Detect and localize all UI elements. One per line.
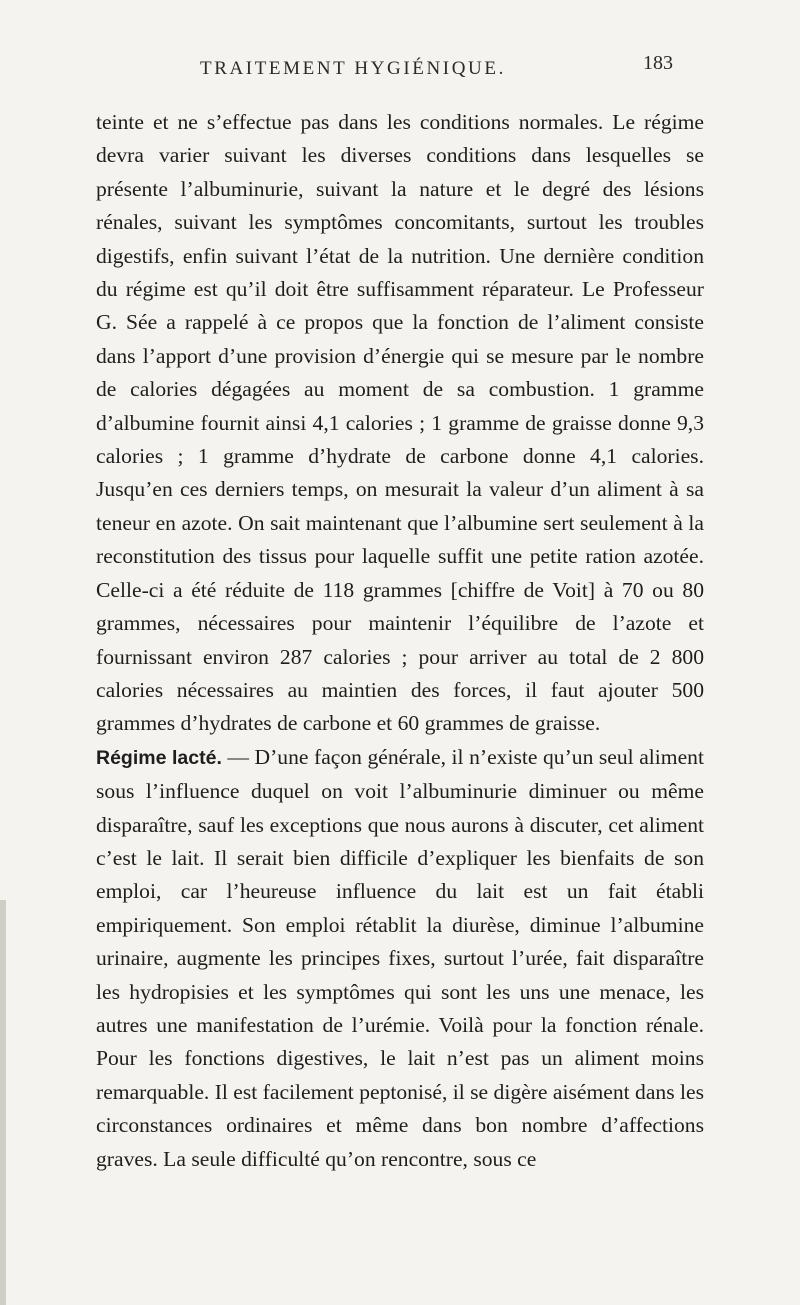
paragraph-text: teinte et ne s’effectue pas dans les conditions normales. Le régime devra varier suivant les diverses conditions dans lesquelles se présente l’albuminurie, suivant la nature et le degré des lésions rénales, suivant les symptômes concomitants, surtout les troubles digestifs, enfin suivant l’état de la nutrition. Une dernière condition du régime est qu’il doit être suffisamment réparateur. Le Professeur G. Sée a rappelé à ce propos que la fonction de l’aliment consiste dans l’apport d’une provision d’énergie qui se mesure par le nombre de calories dégagées au moment de sa combustion. 1 gramme d’albumine fournit ainsi 4,1 calories ; 1 gramme de graisse donne 9,3 calories ; 1 gramme d’hydrate de carbone donne 4,1 calories. Jusqu’en ces derniers temps, on mesurait la valeur d’un aliment à sa teneur en azote. On sait maintenant que l’albumine sert seulement à la reconstitution des tissus pour laquelle suffit une petite ration azotée. Celle-ci a été réduite de 118 grammes [chiffre de Voit] à 70 ou 80 grammes, nécessaires pour maintenir l’équilibre de l’azote et fournissant environ 287 calories ; pour arriver au total de 2 800 calories nécessaires au maintien des forces, il faut ajouter 500 grammes d’hydrates de carbone et 60 grammes de graisse. (96, 110, 704, 736)
body-text (96, 106, 704, 1176)
section-run-in-heading: Régime lacté. (96, 746, 222, 769)
page-number: 183 (643, 52, 673, 74)
paragraph-regime-lacte (96, 741, 704, 1176)
page-header (0, 52, 800, 88)
paragraph-text: — D’une façon générale, il n’existe qu’un seul aliment sous l’influence duquel on voit l’albuminurie diminuer ou même disparaître, sauf les exceptions que nous aurons à discuter, cet aliment c’est le lait. Il serait bien difficile d’expliquer les bienfaits de son emploi, car l’heureuse influence du lait est un fait établi empiriquement. Son emploi rétablit la diurèse, diminue l’albumine urinaire, augmente les principes fixes, surtout l’urée, fait disparaître les hydropisies et les symptômes qui sont les uns une menace, les autres une manifestation de l’urémie. Voilà pour la fonction rénale. Pour les fonctions digestives, le lait n’est pas un aliment moins remarquable. Il est facilement peptonisé, il se digère aisément dans les circonstances ordinaires et même dans bon nombre d’affections graves. La seule difficulté qu’on rencontre, sous ce (96, 744, 704, 1171)
paragraph-continuation (96, 106, 704, 741)
page-edge-shadow (0, 900, 6, 1305)
running-head: TRAITEMENT HYGIÉNIQUE. (200, 58, 506, 79)
